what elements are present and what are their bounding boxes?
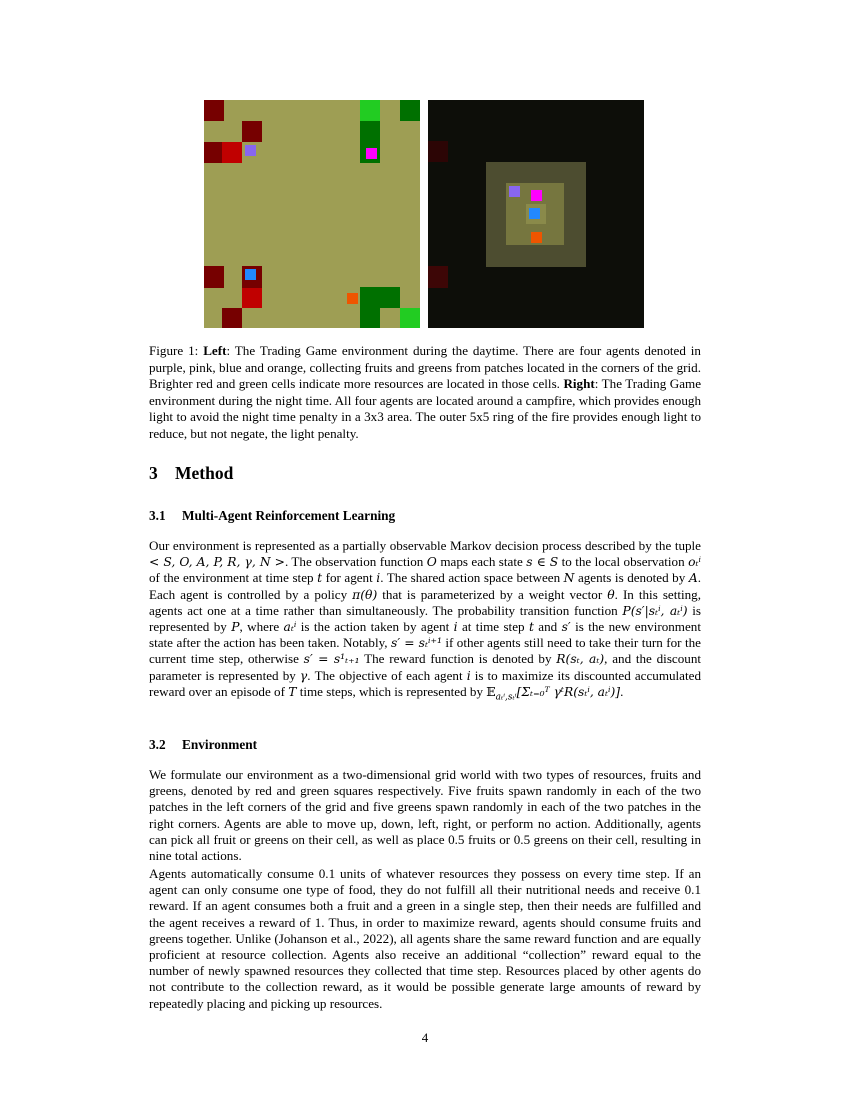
text: , where [239,619,284,635]
math-subscript: aₜⁱ,sₜⁱ [495,692,517,703]
caption-label: Figure 1: [149,343,199,358]
math: R(sₜ, aₜ) [556,652,605,667]
math: s′ = sₜⁱ⁺¹ [391,636,442,651]
fruit-cell-rich [222,142,242,163]
text: agents is denoted by [574,570,689,586]
text: is the new environment state after the action has been taken. Notably, [149,619,701,651]
text: time steps, which is represented by [296,683,487,699]
math: P(s′|sₜⁱ, aₜⁱ) [622,603,688,618]
math: s′ [561,620,571,635]
subsection-title: Multi-Agent Reinforcement Learning [182,508,396,523]
pink-agent [531,190,542,201]
environment-paragraph-2: Agents automatically consume 0.1 units of whatever resources they possess on every time step. If an agent can only consume one type of food, they do not fulfill all their nutritional needs and receive 0.1 reward. If an agent consumes both a fruit and a green in a single step, then their needs are fulfilled and the agent receives a reward of 1. Thus, in order to maximize reward, agents should consume fruits and greens together. Unlike (Johanson et al., 2022), all agents share the same reward function and are equally proficient at resource collection. Agents also receive an additional “collection” reward equal to the number of newly spawned resources they collected that time step. Resources placed by other agents do not contribute to the collection reward, as it would be possible generate large amounts of reward by repeatedly placing and picking up resources. [149,866,701,1011]
green-cell [360,308,380,328]
text: The reward function is denoted by [359,651,557,667]
environment-paragraph-1: We formulate our environment as a two-dimensional grid world with two types of resources, fruits and greens, denoted by red and green squares respectively. Five fruits spawn randomly in each of the two patches in the left corners of the grid and five greens spawn randomly in each of the two patches in the right corners. Agents are able to move up, down, left, right, or perform no action. Additionally, agents can pick all fruit or greens on their cell, as well as place 0.5 fruits or 0.5 greens on their cell, resulting in nine total actions. [149,767,701,864]
text: is represented by [149,602,701,635]
math: s′ = s¹ₜ₊₁ [303,652,360,667]
pink-agent [366,148,377,159]
text: if other agents still need to take their turn for the current time step, otherwise [149,635,701,667]
mdp-paragraph [149,538,701,706]
text: is to maximize its discounted accumulated reward over an episode of [149,667,701,699]
text: at time step [457,619,529,635]
math: θ [607,587,615,602]
figure-caption [149,343,701,442]
nighttime-grid-figure [428,100,644,328]
caption-left-label: Left [203,343,227,358]
subsection-heading [149,737,257,753]
math: P [231,620,240,635]
section-title: Method [175,463,234,483]
fruit-cell-dim [428,141,448,162]
math: i [453,620,458,635]
subsection-number: 3.1 [149,508,166,523]
text: for agent [322,570,377,586]
math: i [466,668,471,683]
purple-agent [509,186,520,197]
fruit-cell [204,100,224,121]
fruit-cell [204,266,224,288]
math: T [288,684,297,699]
fruit-cell-rich [242,288,262,308]
text: maps each state [436,554,527,570]
text: . The shared action space between [380,570,564,586]
subsection-title: Environment [182,737,258,752]
math: O [426,555,437,570]
caption-right-label: Right [563,376,595,391]
math: s ∈ S [526,555,559,570]
math: [Σₜ₌₀ᵀ γᵗR(sₜⁱ, aₜⁱ)] [516,684,621,699]
subsection-heading [149,508,395,524]
blue-agent [529,208,540,219]
orange-agent [531,232,542,243]
text: and [533,619,562,635]
text: to the local observation [558,554,689,570]
math: N [563,571,575,586]
daytime-grid-figure [204,100,420,328]
green-cell-rich [400,308,420,328]
math: A [688,571,698,586]
orange-agent [347,293,358,304]
green-cell [400,100,420,121]
text: . Each agent is controlled by a policy [149,570,701,602]
caption-left-text: : The Trading Game environment during the daytime. There are four agents denoted in purple, pink, blue and orange, collecting fruits and greens from patches located in the corners of the grid. Brighter red and green cells indicate more resources are located in those cells. [149,343,701,391]
fruit-cell-dim [428,266,448,288]
math: < S, O, A, P, R, γ, N > [149,555,285,570]
fruit-cell [242,121,262,142]
fruit-cell [222,308,242,328]
page-number: 4 [421,1030,429,1045]
purple-agent [245,145,256,156]
text: . The observation function [284,554,427,570]
section-number: 3 [149,463,158,483]
text: that is parameterized by a weight vector [377,586,608,602]
text: Our environment is represented as a partially observable Markov decision process described by the tuple [149,538,701,553]
math: oₜⁱ [688,555,701,570]
text: . [620,683,624,699]
text: is the action taken by agent [296,619,454,635]
math: t [528,620,534,635]
math: 𝔼 [486,684,496,699]
text: , and the discount parameter is represented by [149,651,702,683]
green-cell-rich [360,100,380,121]
text: . The objective of each agent [307,667,467,683]
math: aₜⁱ [283,620,297,635]
math: t [317,571,323,586]
subsection-number: 3.2 [149,737,166,752]
fruit-cell [204,142,222,163]
caption-right-text: : The Trading Game environment during the night time. All four agents are located around a campfire, which provides enough light to avoid the night time penalty in a 3x3 area. The outer 5x5 ring of the fire provides enough light to reduce, but not negate, the light penalty. [149,376,702,441]
math: γ [299,668,308,683]
math: i [376,571,381,586]
text: of the environment at time step [149,570,318,586]
blue-agent [245,269,256,280]
text: . In this setting, agents act one at a time rather than simultaneously. The probability transition function [149,586,702,618]
section-heading [149,463,233,484]
green-cell [360,287,400,308]
math: π(θ) [352,587,378,602]
